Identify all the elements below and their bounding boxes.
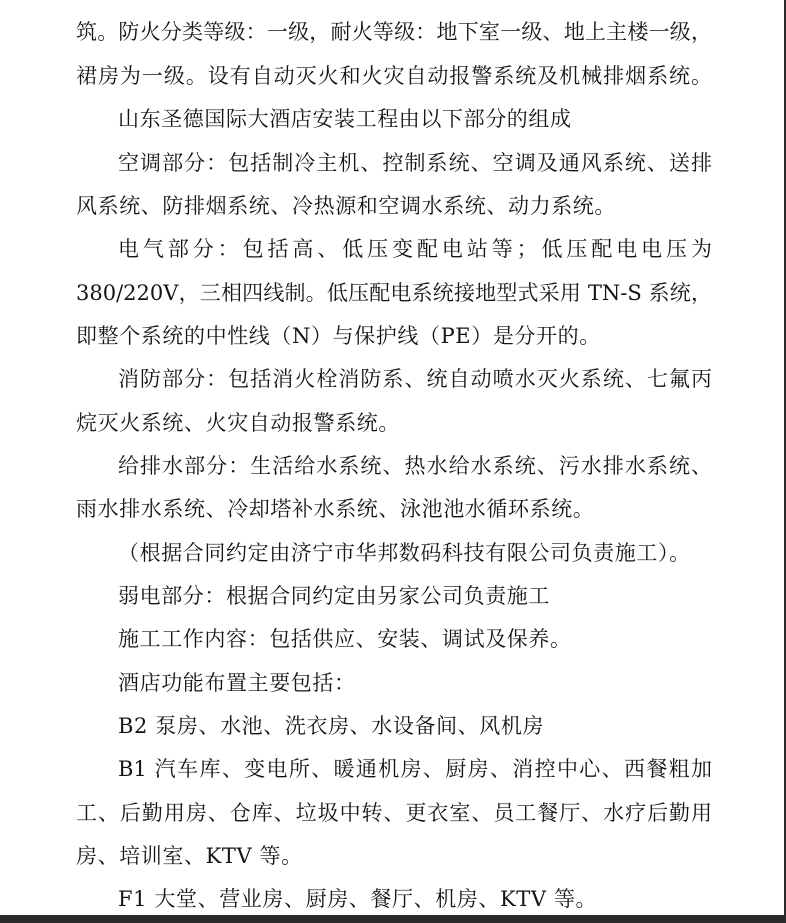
text-line: 弱电部分：根据合同约定由另家公司负责施工	[118, 584, 550, 608]
text-line: 电气部分：包括高、低压变配电站等；低压配电电压为	[118, 237, 712, 261]
text-line: 给排水部分：生活给水系统、热水给水系统、污水排水系统、	[118, 454, 712, 478]
text-line: F1 大堂、营业房、厨房、餐厅、机房、KTV 等。	[118, 887, 598, 911]
text-line: 房、培训室、KTV 等。	[76, 844, 303, 868]
text-line: 施工工作内容：包括供应、安装、调试及保养。	[118, 627, 572, 651]
text-line: 风系统、防排烟系统、冷热源和空调水系统、动力系统。	[76, 194, 616, 218]
text-line: B2 泵房、水池、洗衣房、水设备间、风机房	[118, 714, 545, 738]
page-bottom-border	[0, 915, 786, 923]
text-line: 筑。防火分类等级：一级，耐火等级：地下室一级、地上主楼一级，	[76, 20, 712, 44]
text-line: 工、后勤用房、仓库、垃圾中转、更衣室、员工餐厅、水疗后勤用	[76, 801, 712, 825]
text-line: 消防部分：包括消火栓消防系、统自动喷水灭火系统、七氟丙	[118, 367, 712, 391]
text-line: 裙房为一级。设有自动灭火和火灾自动报警系统及机械排烟系统。	[76, 64, 712, 88]
text-line: 雨水排水系统、冷却塔补水系统、泳池池水循环系统。	[76, 497, 595, 521]
text-line: 380/220V，三相四线制。低压配电系统接地型式采用 TN-S 系统，	[76, 281, 712, 305]
text-line: 烷灭火系统、火灾自动报警系统。	[76, 411, 400, 435]
text-line: 即整个系统的中性线（N）与保护线（PE）是分开的。	[76, 324, 601, 348]
text-line: 空调部分：包括制冷主机、控制系统、空调及通风系统、送排	[118, 151, 712, 175]
text-line: （根据合同约定由济宁市华邦数码科技有限公司负责施工）。	[118, 541, 691, 565]
text-line: B1 汽车库、变电所、暖通机房、厨房、消控中心、西餐粗加	[118, 757, 712, 781]
text-line: 酒店功能布置主要包括：	[118, 671, 356, 695]
text-line: 山东圣德国际大酒店安装工程由以下部分的组成	[118, 107, 572, 131]
